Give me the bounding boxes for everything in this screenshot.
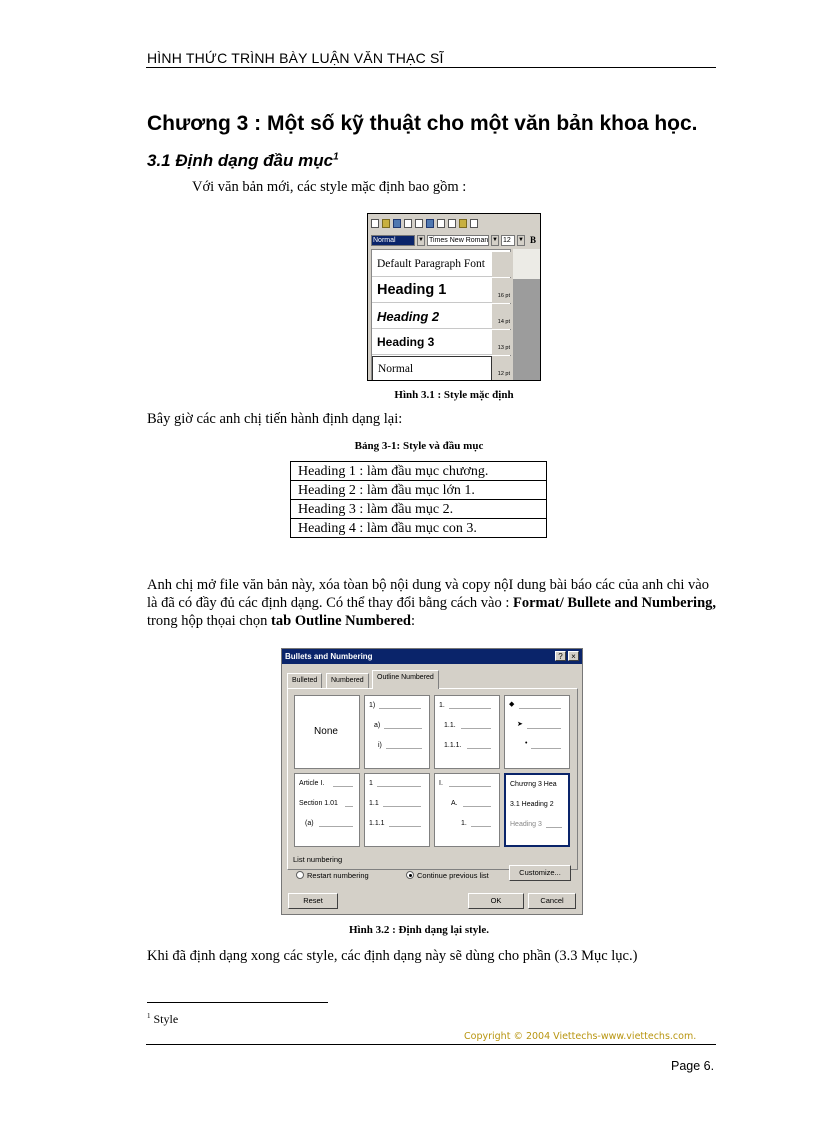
- chevron-down-icon[interactable]: ▼: [417, 235, 425, 246]
- cancel-button[interactable]: Cancel: [528, 893, 576, 909]
- table-cell: Heading 1 : làm đầu mục chương.: [291, 462, 547, 481]
- footnote-ref: 1: [333, 151, 339, 163]
- table-cell: Heading 4 : làm đầu mục con 3.: [291, 519, 547, 538]
- table-row: [291, 500, 547, 519]
- style-size: 13 pt: [492, 330, 511, 355]
- list-numbering-label: List numbering: [293, 855, 343, 864]
- footnote: [147, 1012, 178, 1027]
- footnote-number: 1: [147, 1012, 151, 1020]
- table-row: [291, 481, 547, 500]
- outline-option-paren[interactable]: 1) a) i): [364, 695, 430, 769]
- outline-option-none[interactable]: [294, 695, 360, 769]
- copyright: Copyright © 2004 Viettechs-www.viettechs.com.: [464, 1031, 697, 1042]
- tab-panel: [287, 688, 578, 870]
- new-icon[interactable]: [371, 219, 379, 228]
- chapter-title: Chương 3 : Một số kỹ thuật cho một văn bản khoa học.: [147, 112, 698, 135]
- size-combo[interactable]: 12: [501, 235, 515, 246]
- standard-toolbar: [368, 214, 540, 232]
- font-combo[interactable]: Times New Roman: [429, 236, 489, 244]
- figure-2-caption: Hình 3.2 : Định dạng lại style.: [349, 924, 489, 936]
- table-cell: Heading 2 : làm đầu mục lớn 1.: [291, 481, 547, 500]
- paragraph-4: Khi đã định dạng xong các style, các định dạng này sẽ dùng cho phần (3.3 Mục lục.): [147, 948, 638, 964]
- close-button[interactable]: ×: [568, 651, 579, 661]
- table-row: [291, 519, 547, 538]
- style-meta: [492, 252, 511, 277]
- header-rule: [146, 67, 716, 68]
- spelling-icon[interactable]: [426, 219, 434, 228]
- save-icon[interactable]: [393, 219, 401, 228]
- style-size: 12 pt: [492, 356, 511, 381]
- tab-outline-numbered[interactable]: Outline Numbered: [372, 670, 439, 689]
- table-row: [291, 462, 547, 481]
- page-number: Page 6.: [671, 1059, 715, 1073]
- help-button[interactable]: ?: [555, 651, 566, 661]
- footnote-rule: [147, 1002, 328, 1003]
- customize-button[interactable]: Customize...: [509, 865, 571, 881]
- print-icon[interactable]: [404, 219, 412, 228]
- bullets-numbering-dialog: [281, 648, 583, 915]
- style-table: [290, 461, 547, 538]
- style-size: 14 pt: [492, 304, 511, 329]
- style-combo[interactable]: Normal: [371, 235, 415, 246]
- formatting-toolbar: [368, 232, 540, 248]
- copy-icon[interactable]: [448, 219, 456, 228]
- outline-option-article[interactable]: Article I. Section 1.01 (a): [294, 773, 360, 847]
- document-area: [513, 249, 541, 381]
- table-caption: Bảng 3-1: Style và đầu mục: [354, 440, 484, 452]
- intro-paragraph: Với văn bản mới, các style mặc định bao gồm :: [192, 179, 467, 195]
- outline-option-roman[interactable]: I. A. 1.: [434, 773, 500, 847]
- footer-rule: [146, 1044, 716, 1045]
- outline-option-heading[interactable]: Chương 3 Hea 3.1 Heading 2 Heading 3: [504, 773, 570, 847]
- section-heading: [147, 151, 339, 171]
- word-style-screenshot: [367, 213, 541, 381]
- section-title: 3.1 Định dạng đầu mục: [147, 151, 334, 170]
- chevron-down-icon[interactable]: ▼: [517, 235, 525, 246]
- bold-button[interactable]: B: [530, 235, 537, 245]
- format-painter-icon[interactable]: [470, 219, 478, 228]
- tab-numbered[interactable]: Numbered: [326, 673, 369, 688]
- restart-radio[interactable]: [296, 871, 304, 879]
- table-cell: Heading 3 : làm đầu mục 2.: [291, 500, 547, 519]
- paste-icon[interactable]: [459, 219, 467, 228]
- reset-button[interactable]: Reset: [288, 893, 338, 909]
- tab-name: tab Outline Numbered: [271, 613, 411, 629]
- style-option-default-paragraph-font[interactable]: Default Paragraph Font: [372, 252, 492, 277]
- ok-button[interactable]: OK: [468, 893, 524, 909]
- style-dropdown-list: [371, 249, 511, 381]
- chevron-down-icon[interactable]: ▼: [491, 235, 499, 246]
- footnote-text: Style: [153, 1012, 179, 1026]
- dialog-title: Bullets and Numbering: [282, 649, 582, 664]
- open-icon[interactable]: [382, 219, 390, 228]
- outline-option-bullets[interactable]: ◆ ➤ •: [504, 695, 570, 769]
- cut-icon[interactable]: [437, 219, 445, 228]
- paragraph-3: Anh chị mở file văn bản này, xóa tòan bộ nội dung và copy nộI dung bài báo các của anh chi vào là đã có đầy đủ các định dạng. Có thể thay đổi bằng cách vào : Format/ Bullete and Numbering, trong hộp thọai chọn tab Outline Numbered:: [147, 577, 717, 629]
- restart-label: Restart numbering: [307, 871, 369, 880]
- style-option-normal[interactable]: Normal: [372, 356, 492, 381]
- style-option-heading-1[interactable]: Heading 1: [372, 278, 492, 303]
- style-option-heading-2[interactable]: Heading 2: [372, 304, 492, 329]
- none-label: None: [314, 726, 338, 737]
- paragraph-2: Bây giờ các anh chị tiến hành định dạng lại:: [147, 411, 403, 427]
- style-option-heading-3[interactable]: Heading 3: [372, 330, 492, 355]
- preview-icon[interactable]: [415, 219, 423, 228]
- tab-bulleted[interactable]: Bulleted: [287, 673, 322, 688]
- outline-option-legal[interactable]: 1 1.1 1.1.1: [364, 773, 430, 847]
- running-header: HÌNH THỨC TRÌNH BÀY LUẬN VĂN THẠC SĨ: [147, 50, 444, 66]
- style-size: 16 pt: [492, 278, 511, 303]
- continue-radio[interactable]: [406, 871, 414, 879]
- figure-1-caption: Hình 3.1 : Style mặc định: [394, 389, 514, 401]
- continue-label: Continue previous list: [417, 871, 489, 880]
- outline-option-decimal[interactable]: 1. 1.1. 1.1.1.: [434, 695, 500, 769]
- menu-path: Format/ Bullete and Numbering,: [513, 595, 717, 611]
